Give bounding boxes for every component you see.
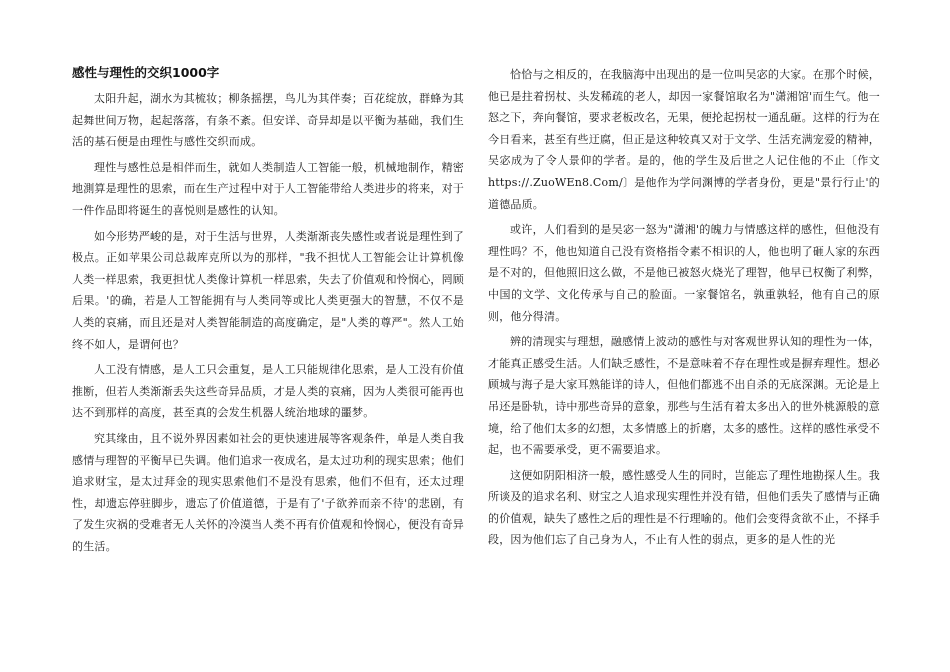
paragraph: 恰恰与之相反的，在我脑海中出现出的是一位叫吴宓的大家。在那个时候，他已是拄着拐杖、头发稀疏的老人，却因一家餐馆取名为"潇湘馆'而生气。他一怒之下，奔向餐馆，要求老板改名，无果，便抡起拐杖一通乱砸。这样的行为在今日看来，甚至有些迂腐，但正是这种较真又对于文学、生活充满宠爱的精神，吴宓成为了令人景仰的学者。是的，他的学生及后世之人记住他的不止〔作文https://.ZuoWEn8.Com/〕是他作为学问渊博的学者身份，更是"景行行止'的道德品质。 [488, 68, 880, 211]
paragraph: 辨的清现实与理想，融感情上波动的感性与对客观世界认知的理性为一体，才能真正感受生活。人们缺乏感性，不是意味着不存在理性或是摒弃理性。想必顾城与海子是大家耳熟能详的诗人，但他们都逃不出自杀的无底深渊。无论是上吊还是卧轨，诗中那些奇异的意象，那些与生活有着太多出入的世外桃源般的意境，给了他们太多的幻想，太多情感上的折磨，太多的感性。这样的感性承受不起，也不需要承受，更不需要追求。 [488, 335, 880, 457]
paragraph: 人工没有情感，是人工只会重复，是人工只能规律化思索，是人工没有价值推断，但若人类渐渐丢失这些奇异品质，才是人类的哀痛，因为人类很可能再也达不到那样的高度，甚至真的会发生机器人统治地球的噩梦。 [72, 363, 464, 420]
paragraph: 这便如阴阳相济一般，感性感受人生的同时，岂能忘了理性地勘探人生。我所谈及的追求名利、财宝之人追求现实理性并没有错，但他们丢失了感情与正确的价值观，缺失了感性之后的理性是不行理喻的。他们会变得贪欲不止，不择手段，因为他们忘了自己身为人，不止有人性的弱点，更多的是人性的光 [488, 468, 880, 547]
paragraph: 或许，人们看到的是吴宓一怒为"潇湘'的魄力与情感这样的感性，但他没有理性吗？不，他也知道自己没有资格指令素不相识的人，他也明了砸人家的东西是不对的，但他照旧这么做，不是他已被怒火烧光了理智，他早已权衡了利弊，中国的文学、文化传承与自己的脸面。一家餐馆名，孰重孰轻，他有自己的原则，他分得清。 [488, 223, 880, 323]
right-column [488, 64, 880, 555]
left-column [72, 64, 464, 561]
paragraph: 太阳升起，湖水为其梳妆；柳条摇摆，鸟儿为其伴奏；百花绽放，群蜂为其起舞世间万物，起起落落，有条不紊。但安详、奇异却是以平衡为基础，我们生活的基石便是由理性与感性交织而成。 [72, 92, 464, 149]
document-title: 感性与理性的交织1000字 [72, 65, 220, 80]
paragraph: 究其缘由，且不说外界因素如社会的更快速进展等客观条件，单是人类自我感情与理智的平衡早已失调。他们追求一夜成名，是太过功利的现实思索；他们追求财宝，是太过拜金的现实思索他们不是没有思索，他们不但有，还太过理性，却遗忘停驻脚步，遗忘了价值道德，于是有了'子欲养而亲不待'的悲剧，有了发生灾祸的受难者无人关怀的冷漠当人类不再有价值观和怜悯心，便没有奇异的生活。 [72, 431, 464, 553]
paragraph: 理性与感性总是相伴而生，就如人类制造人工智能一般，机械地制作，精密地測算是理性的思索，而在生产过程中对于人工智能带给人类进步的将来，对于一件作品即将诞生的喜悦则是感性的认知。 [72, 160, 464, 217]
paragraph: 如今形势严峻的是，对于生活与世界，人类渐渐丧失感性或者说是理性到了极点。正如苹果公司总裁库克所以为的那样，"我不担忧人工智能会让计算机像人类一样思索，我更担忧人类像计算机一样思索，失去了价值观和怜悯心，罔顾后果。'的确，若是人工智能拥有与人类同等或比人类更强大的智慧，不仅不是人类的哀痛，而且还是对人类智能制造的高度确定，是"人类的尊严"。然人工始终不如人，是谓何也？ [72, 229, 464, 351]
